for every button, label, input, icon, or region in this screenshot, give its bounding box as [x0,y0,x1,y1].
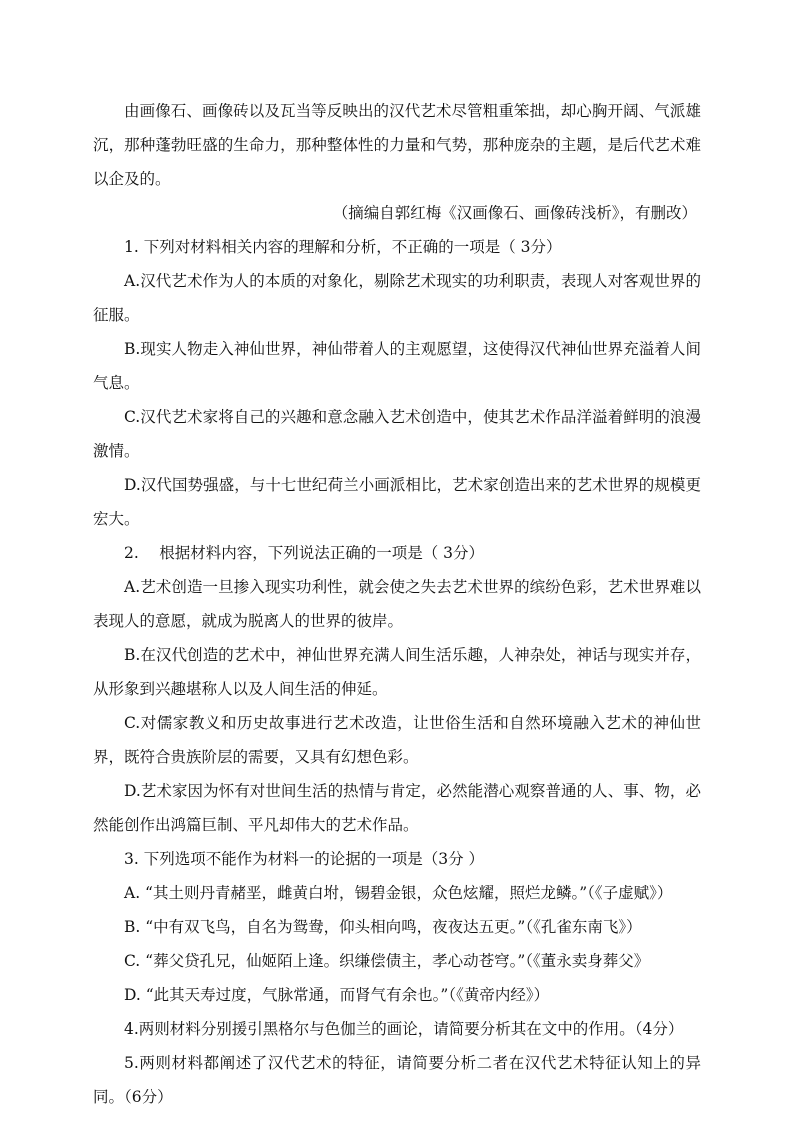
question-1 [93,230,701,536]
question-2-stem: 2. 根据材料内容，下列说法正确的一项是（ 3分） [124,544,485,562]
question-2-option-d: D.艺术家因为怀有对世间生活的热情与肯定，必然能潜心观察普通的人、事、物，必然能创作出鸿篇巨制、平凡却伟大的艺术作品。 [93,782,701,834]
question-3 [93,842,701,1012]
source-citation: （摘编自郭红梅《汉画像石、画像砖浅析》，有删改） [332,204,697,222]
question-3-stem: 3. 下列选项不能作为材料一的论据的一项是（3分 ） [124,850,485,868]
question-2-option-a: A.艺术创造一旦掺入现实功利性，就会使之失去艺术世界的缤纷色彩，艺术世界难以表现人的意愿，就成为脱离人的世界的彼岸。 [93,578,701,630]
question-2 [93,536,701,842]
question-2-option-b: B.在汉代创造的艺术中，神仙世界充满人间生活乐趣，人神杂处，神话与现实并存，从形象到兴趣堪称人以及人间生活的伸延。 [93,646,701,698]
intro-paragraph: 由画像石、画像砖以及瓦当等反映出的汉代艺术尽管粗重笨拙，却心胸开阔、气派雄沉，那种蓬勃旺盛的生命力，那种整体性的力量和气势，那种庞杂的主题，是后代艺术难以企及的。 [93,102,701,188]
question-3-option-c: C. “葬父贷孔兄，仙姬陌上逢。织缣偿债主，孝心动苍穹。”（《董永卖身葬父》 [124,952,650,970]
question-2-option-c: C.对儒家教义和历史故事进行艺术改造，让世俗生活和自然环境融入艺术的神仙世界，既符合贵族阶层的需要，又具有幻想色彩。 [93,714,701,766]
question-5-stem: 5.两则材料都阐述了汉代艺术的特征，请简要分析二者在汉代艺术特征认知上的异同。（6分） [93,1054,701,1106]
question-1-option-d: D.汉代国势强盛，与十七世纪荷兰小画派相比，艺术家创造出来的艺术世界的规模更宏大。 [93,476,701,528]
question-1-option-c: C.汉代艺术家将自己的兴趣和意念融入艺术创造中，使其艺术作品洋溢着鲜明的浪漫激情。 [93,408,701,460]
question-3-option-a: A. “其土则丹青赭垩，雌黄白坿，锡碧金银，众色炫耀，照烂龙鳞。”（《子虚赋》） [124,884,673,902]
document-content [93,94,701,1114]
question-3-option-b: B. “中有双飞鸟，自名为鸳鸯，仰头相向鸣，夜夜达五更。”（《孔雀东南飞》） [124,918,642,936]
question-4-stem: 4.两则材料分别援引黑格尔与色伽兰的画论，请简要分析其在文中的作用。（4分） [124,1020,684,1038]
question-1-option-a: A.汉代艺术作为人的本质的对象化，剔除艺术现实的功利职责，表现人对客观世界的征服。 [93,272,701,324]
question-1-stem: 1. 下列对材料相关内容的理解和分析，不正确的一项是（ 3分） [124,238,562,256]
question-1-option-b: B.现实人物走入神仙世界，神仙带着人的主观愿望，这使得汉代神仙世界充溢着人间气息。 [93,340,701,392]
question-3-option-d: D. “此其天寿过度，气脉常通，而肾气有余也。”（《黄帝内经》） [124,986,550,1004]
